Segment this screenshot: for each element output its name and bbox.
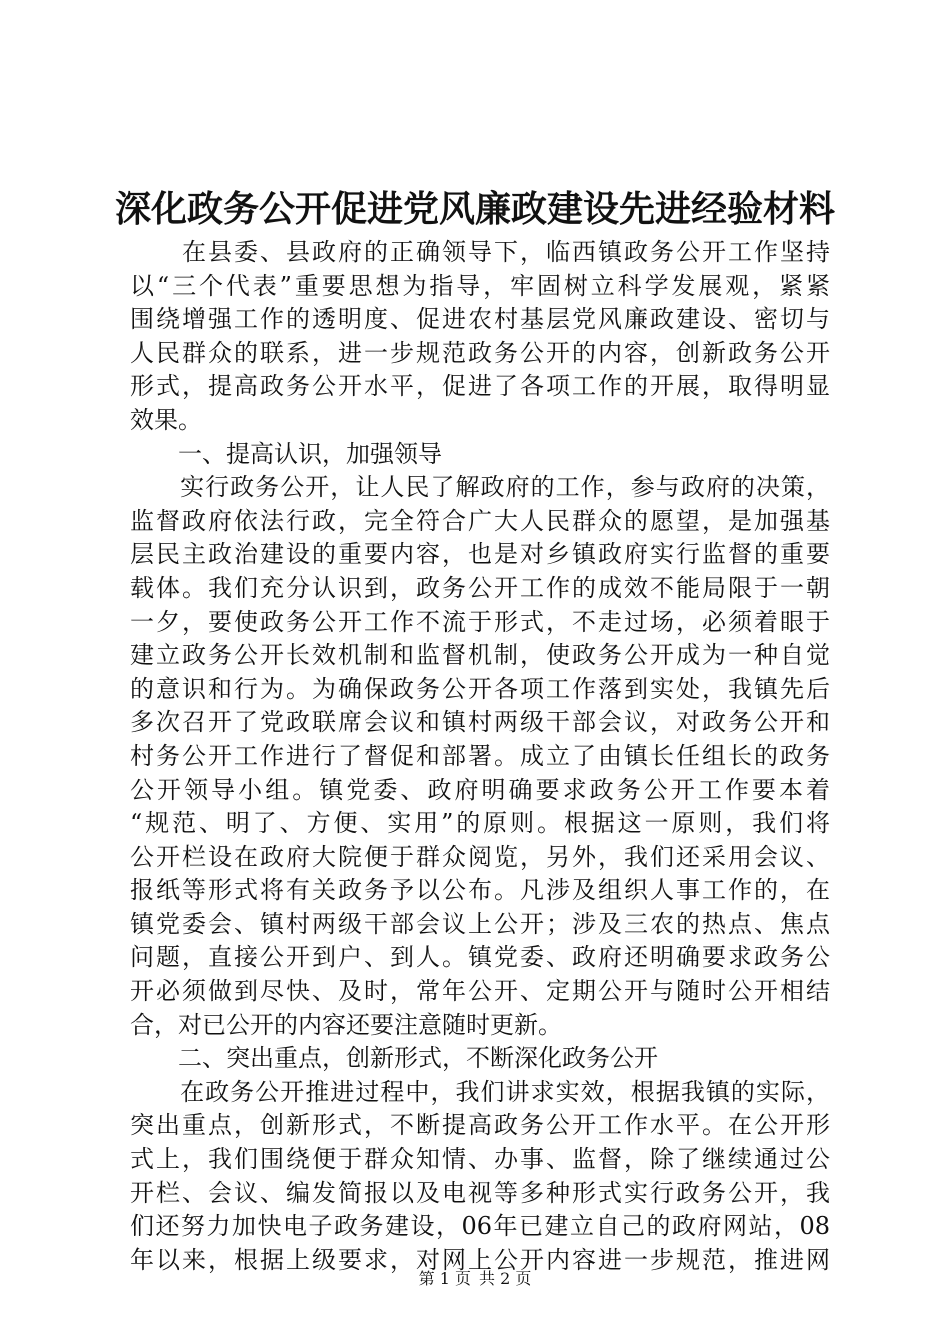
text-line: 一、提高认识，加强领导 [130,439,442,468]
text-line: 开必须做到尽快、及时，常年公开、定期公开与随时公开相结 [130,977,830,1006]
text-line: 村务公开工作进行了督促和部署。成立了由镇长任组长的政务 [130,741,830,770]
text-line: 以“三个代表”重要思想为指导，牢固树立科学发展观，紧紧 [130,271,830,300]
text-line: 的意识和行为。为确保政务公开各项工作落到实处，我镇先后 [130,674,830,703]
text-line: 二、突出重点，创新形式，不断深化政务公开 [130,1044,658,1073]
text-line: 实行政务公开，让人民了解政府的工作，参与政府的决策， [130,473,830,502]
text-line: 建立政务公开长效机制和监督机制，使政务公开成为一种自觉 [130,641,830,670]
text-line: 合，对已公开的内容还要注意随时更新。 [130,1010,562,1039]
document-title: 深化政务公开促进党风廉政建设先进经验材料 [114,188,835,230]
text-line: 人民群众的联系，进一步规范政务公开的内容，创新政务公开 [130,338,830,367]
page-footer [0,1268,950,1290]
document-body [130,236,830,1277]
text-line: 公开领导小组。镇党委、政府明确要求政务公开工作要本着 [130,775,830,804]
text-line: 形式，提高政务公开水平，促进了各项工作的开展，取得明显 [130,372,830,401]
text-line: 们还努力加快电子政务建设，06年已建立自己的政府网站，08 [130,1212,830,1241]
text-line: 在县委、县政府的正确领导下，临西镇政务公开工作坚持 [130,238,830,266]
page-number: 第 1 页 [418,1269,471,1288]
text-line: 一夕，要使政务公开工作不流于形式，不走过场，必须着眼于 [130,607,830,636]
text-line: 监督政府依法行政，完全符合广大人民群众的愿望，是加强基 [130,506,830,535]
text-line: 层民主政治建设的重要内容，也是对乡镇政府实行监督的重要 [130,540,830,569]
text-line: 载体。我们充分认识到，政务公开工作的成效不能局限于一朝 [130,573,830,602]
text-line: 突出重点，创新形式，不断提高政务公开工作水平。在公开形 [130,1111,830,1140]
text-line: 年以来，根据上级要求，对网上公开内容进一步规范，推进网 [130,1245,830,1274]
text-line: 围绕增强工作的透明度、促进农村基层党风廉政建设、密切与 [130,305,830,334]
text-line: 多次召开了党政联席会议和镇村两级干部会议，对政务公开和 [130,708,830,737]
text-line: “规范、明了、方便、实用”的原则。根据这一原则，我们将 [130,809,830,838]
text-line: 镇党委会、镇村两级干部会议上公开；涉及三农的热点、焦点 [130,909,830,938]
text-line: 在政务公开推进过程中，我们讲求实效，根据我镇的实际， [130,1077,830,1106]
text-line: 问题，直接公开到户、到人。镇党委、政府还明确要求政务公 [130,943,830,972]
text-line: 公开栏设在政府大院便于群众阅览，另外，我们还采用会议、 [130,842,830,871]
page-total: 共 2 页 [479,1269,532,1288]
text-line: 开栏、会议、编发简报以及电视等多种形式实行政务公开，我 [130,1178,830,1207]
text-line: 效果。 [130,405,202,434]
text-line: 报纸等形式将有关政务予以公布。凡涉及组织人事工作的，在 [130,876,830,905]
text-line: 式上，我们围绕便于群众知情、办事、监督，除了继续通过公 [130,1145,830,1174]
